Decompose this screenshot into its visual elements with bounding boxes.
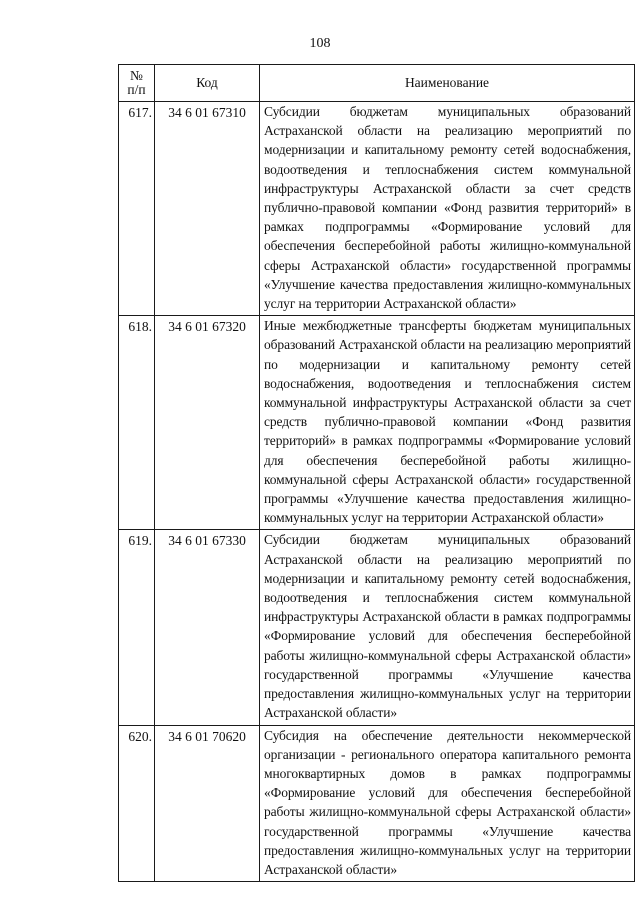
row-name: Субсидии бюджетам муниципальных образований Астраханской области на реализацию мероприятий по модернизации и капитальному ремонту сетей водоснабжения, водоотведения и теплоснабжения систем коммунальной инфраструктуры Астраханской области в рамках подпрограммы «Формирование условий для обеспечения бесперебойной работы жилищно-коммунальной сферы Астраханской области» государственной программы «Улучшение качества предоставления жилищно-коммунальных услуг на территории Астраханской области»: [260, 530, 635, 725]
row-code: 34 6 01 67310: [155, 102, 260, 316]
header-code-label: Код: [196, 75, 218, 90]
row-number: 617.: [119, 102, 155, 316]
row-number: 618.: [119, 316, 155, 530]
row-name: Субсидия на обеспечение деятельности некоммерческой организации - регионального оператора капитального ремонта многоквартирных домов в рамках подпрограммы «Формирование условий для обеспечения бесперебойной работы жилищно-коммунальной сферы Астраханской области» государственной программы «Улучшение качества предоставления жилищно-коммунальных услуг на территории Астраханской области»: [260, 725, 635, 882]
page-number: 108: [309, 36, 331, 51]
table-row: [119, 316, 635, 530]
table-row: [119, 102, 635, 316]
row-name: Субсидии бюджетам муниципальных образований Астраханской области на реализацию мероприятий по модернизации и капитальному ремонту сетей водоснабжения, водоотведения и теплоснабжения систем коммунальной инфраструктуры Астраханской области за счет средств публично-правовой компании «Фонд развития территорий» в рамках подпрограммы «Формирование условий для обеспечения бесперебойной работы жилищно-коммунальной сферы Астраханской области» государственной программы «Улучшение качества предоставления жилищно-коммунальных услуг на территории Астраханской области»: [260, 102, 635, 316]
row-code: 34 6 01 70620: [155, 725, 260, 882]
header-name-label: Наименование: [404, 75, 490, 90]
table-row: [119, 530, 635, 725]
budget-classification-table: [118, 64, 635, 882]
header-number-label: № п/п: [127, 68, 146, 97]
row-name: Иные межбюджетные трансферты бюджетам муниципальных образований Астраханской области на реализацию мероприятий по модернизации и капитальному ремонту сетей водоснабжения, водоотведения и теплоснабжения систем коммунальной инфраструктуры Астраханской области за счет средств публично-правовой компании «Фонд развития территорий» в рамках подпрограммы «Формирование условий для обеспечения бесперебойной работы жилищно-коммунальной сферы Астраханской области» государственной программы «Улучшение качества предоставления жилищно-коммунальных услуг на территории Астраханской области»: [260, 316, 635, 530]
row-number: 620.: [119, 725, 155, 882]
table-row: [119, 725, 635, 882]
table-header-row: [119, 65, 635, 102]
row-number: 619.: [119, 530, 155, 725]
header-name: [260, 65, 635, 102]
row-code: 34 6 01 67320: [155, 316, 260, 530]
header-code: [155, 65, 260, 102]
header-number: [119, 65, 155, 102]
row-code: 34 6 01 67330: [155, 530, 260, 725]
